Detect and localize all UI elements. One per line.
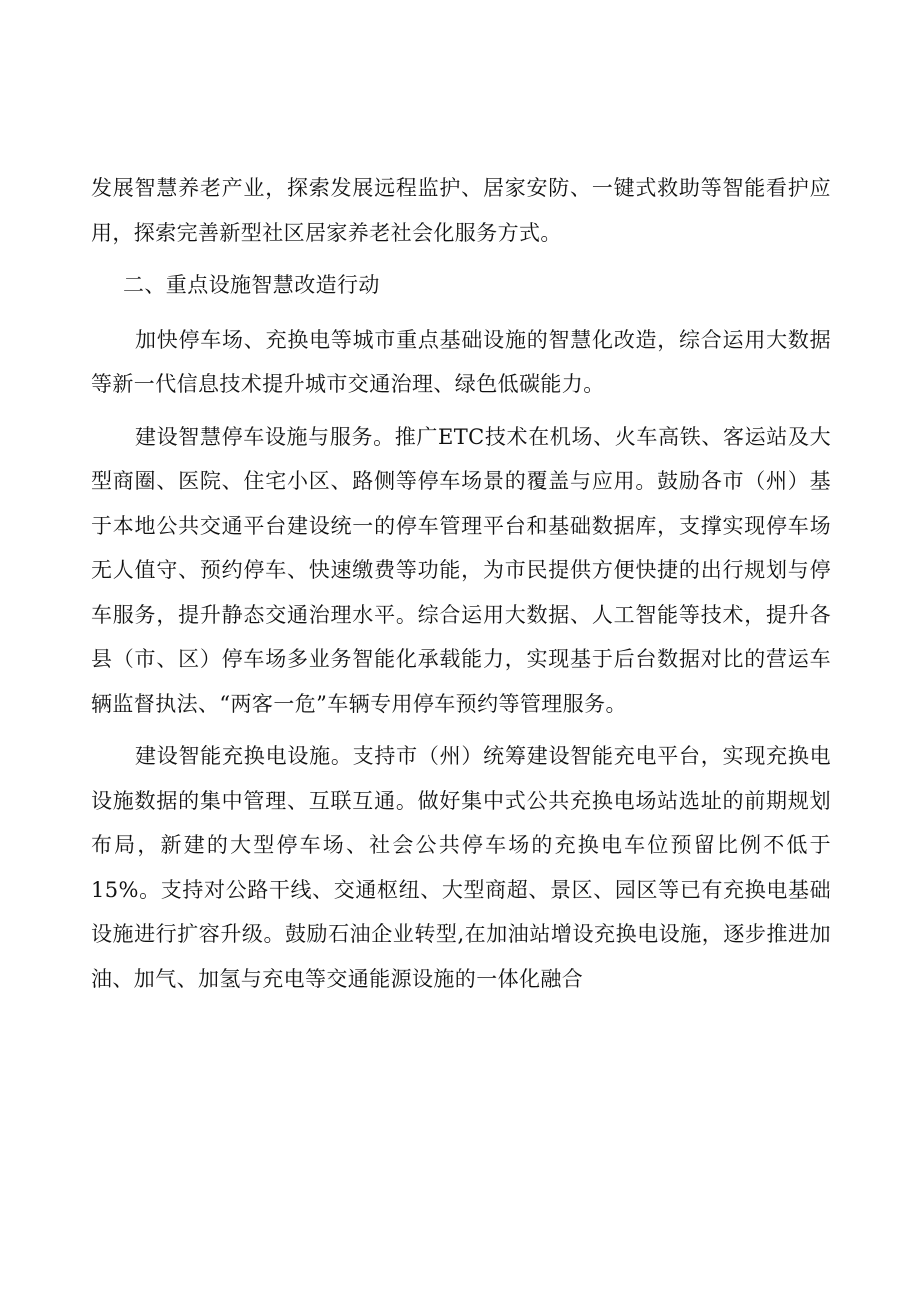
section-heading-key-facilities: 二、重点设施智慧改造行动 <box>123 273 380 297</box>
paragraph-infrastructure-overview: 加快停车场、充换电等城市重点基础设施的智慧化改造，综合运用大数据等新一代信息技术提升城市交通治理、绿色低碳能力。 <box>91 327 831 396</box>
paragraph-smart-parking: 建设智慧停车设施与服务。推广ETC技术在机场、火车高铁、客运站及大型商圈、医院、住宅小区、路侧等停车场景的覆盖与应用。鼓励各市（州）基于本地公共交通平台建设统一的停车管理平台和基础数据库，支撑实现停车场无人值守、预约停车、快速缴费等功能，为市民提供方便快捷的出行规划与停车服务，提升静态交通治理水平。综合运用大数据、人工智能等技术，提升各县（市、区）停车场多业务智能化承载能力，实现基于后台数据对比的营运车辆监督执法、“两客一危”车辆专用停车预约等管理服务。 <box>91 424 831 716</box>
paragraph-smart-elderly-care: 发展智慧养老产业，探索发展远程监护、居家安防、一键式救助等智能看护应用，探索完善新型社区居家养老社会化服务方式。 <box>91 176 831 245</box>
document-body <box>91 166 831 1023</box>
paragraph-charging-facilities: 建设智能充换电设施。支持市（州）统筹建设智能充电平台，实现充换电设施数据的集中管理、互联互通。做好集中式公共充换电场站选址的前期规划布局，新建的大型停车场、社会公共停车场的充换电车位预留比例不低于15%。支持对公路干线、交通枢纽、大型商超、景区、园区等已有充换电基础设施进行扩容升级。鼓励石油企业转型,在加油站增设充换电设施，逐步推进加油、加气、加氢与充电等交通能源设施的一体化融合 <box>91 744 831 991</box>
